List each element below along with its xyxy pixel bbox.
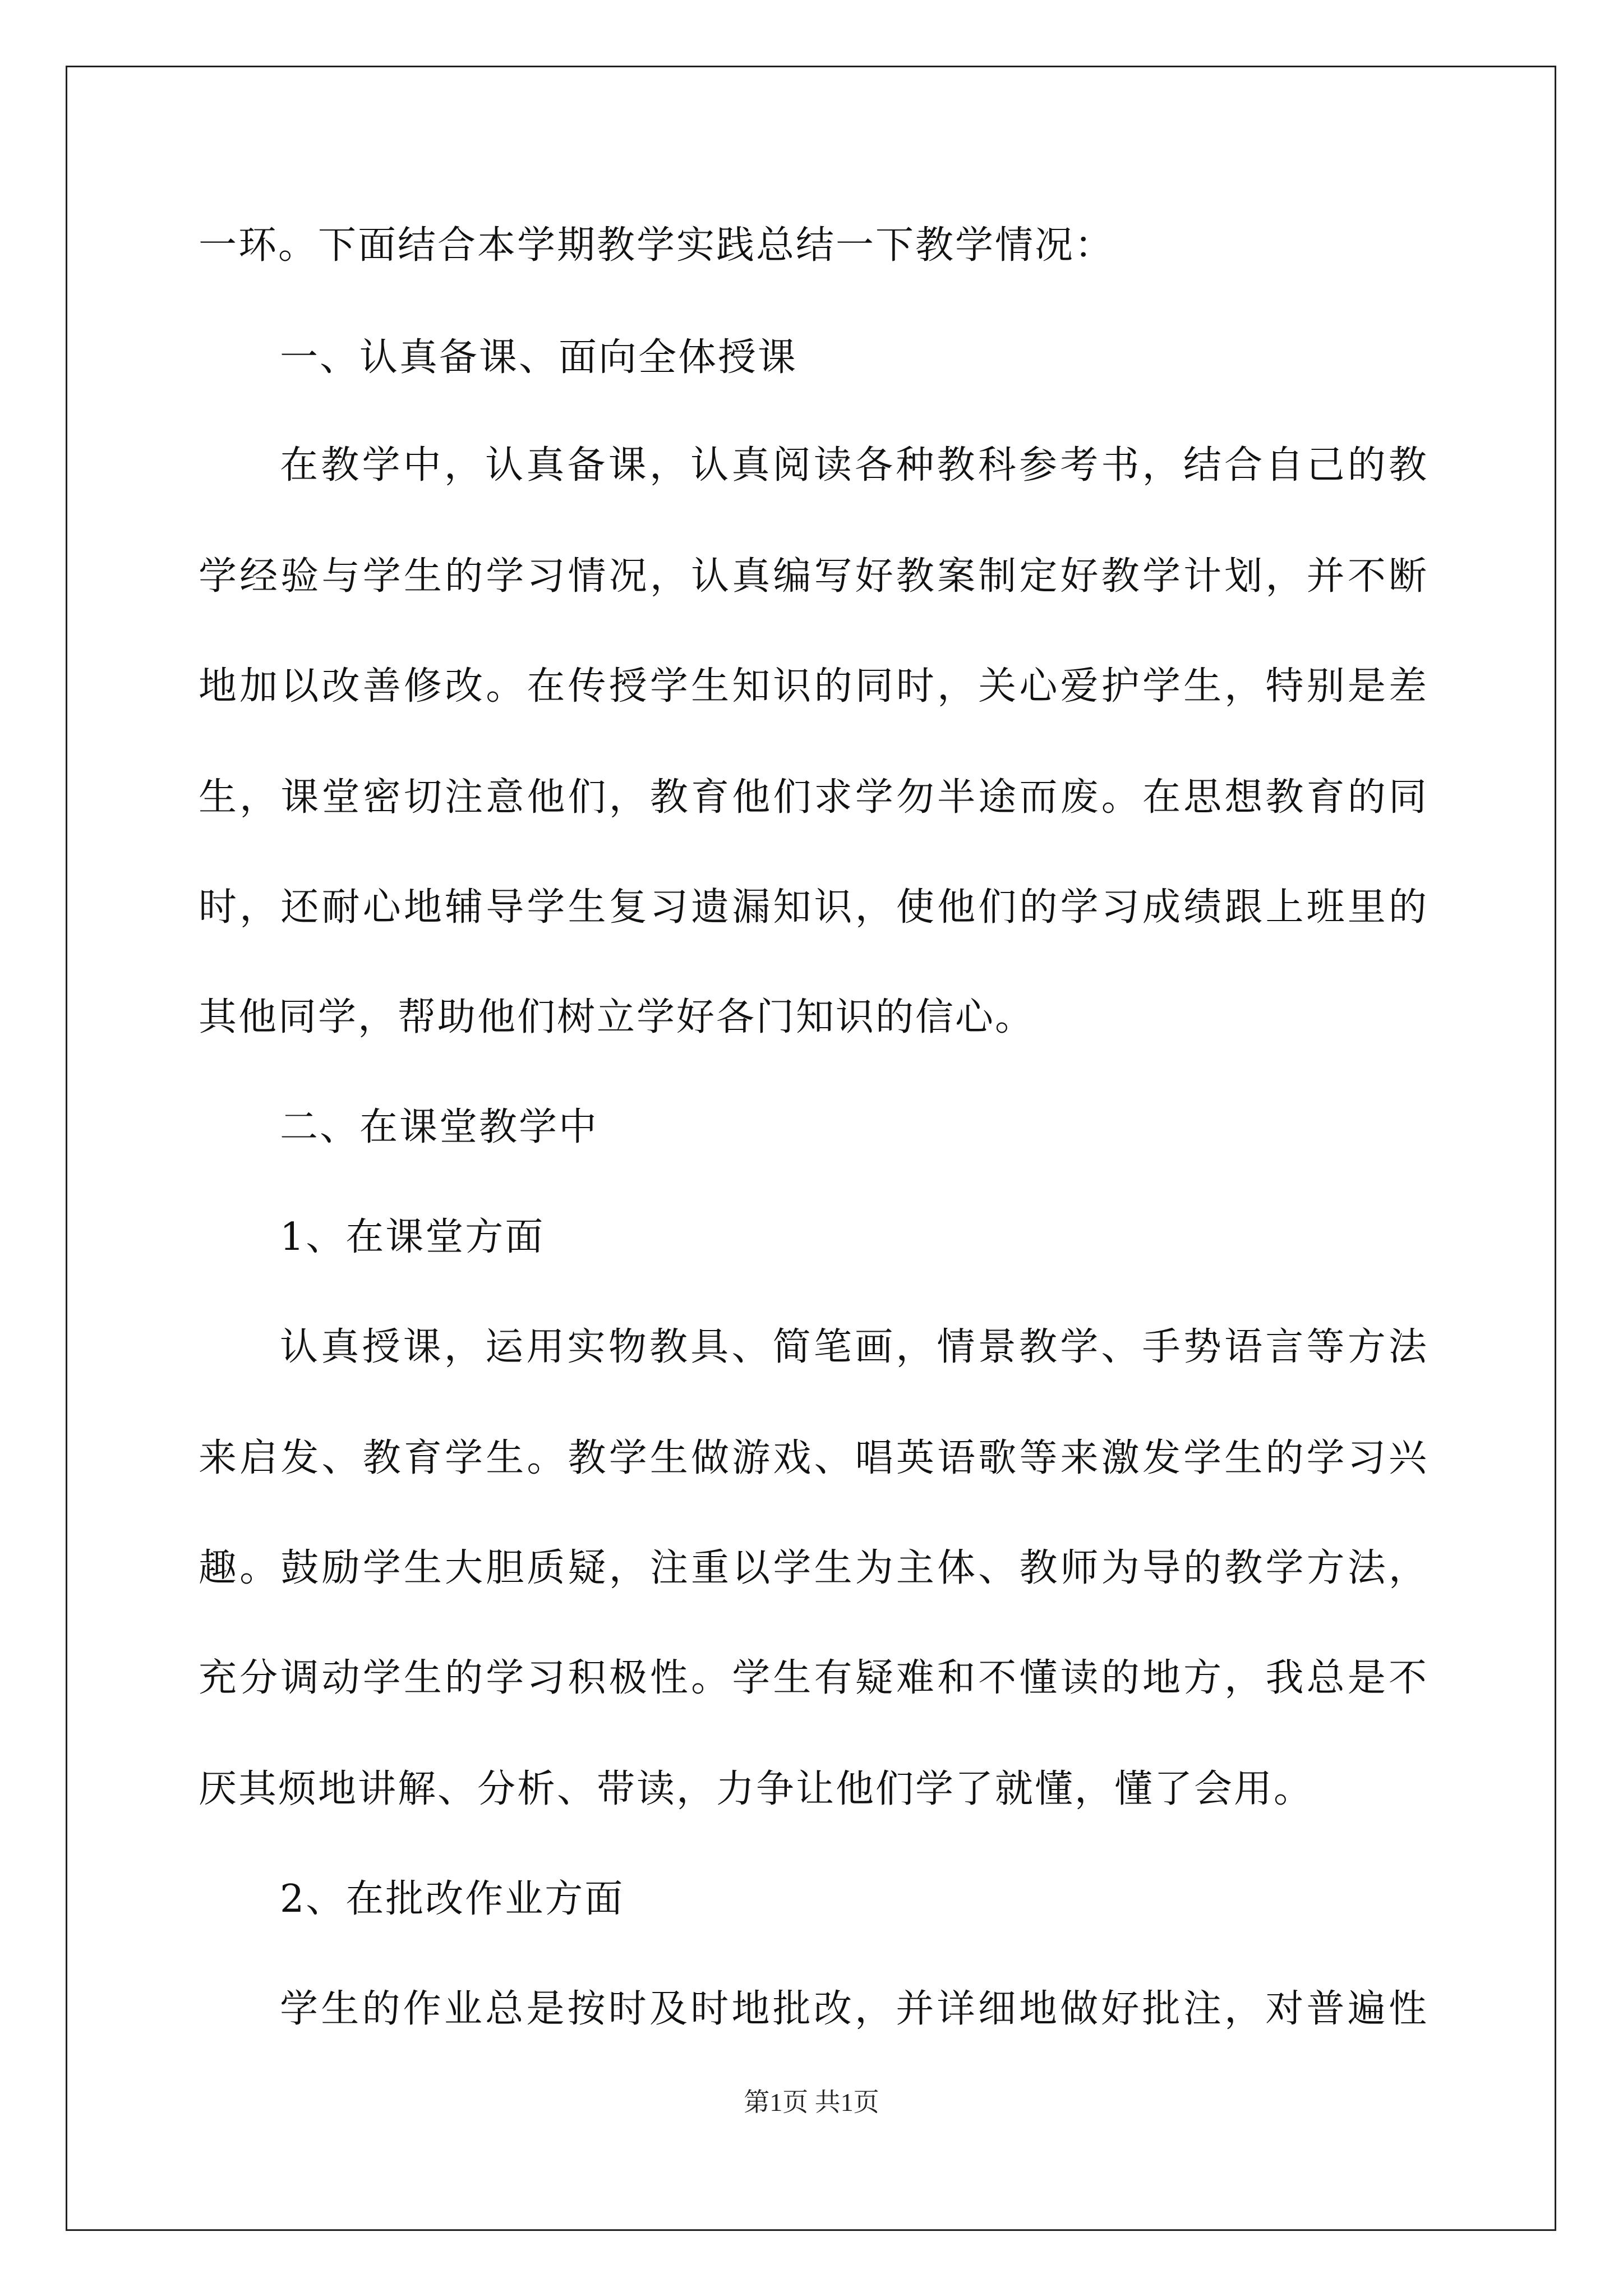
subsection-heading: 2、在批改作业方面 — [280, 1877, 625, 1921]
paragraph-line: 学经验与学生的学习情况，认真编写好教案制定好教学计划，并不断 — [199, 554, 1427, 599]
page-footer: 第1页 共1页 — [744, 2088, 879, 2116]
paragraph-line: 其他同学，帮助他们树立学好各门知识的信心。 — [199, 995, 1035, 1039]
section-heading: 二、在课堂教学中 — [280, 1105, 599, 1149]
paragraph-line: 生，课堂密切注意他们，教育他们求学勿半途而废。在思想教育的同 — [199, 775, 1427, 820]
section-heading: 一、认真备课、面向全体授课 — [280, 335, 798, 380]
paragraph-line: 时，还耐心地辅导学生复习遗漏知识，使他们的学习成绩跟上班里的 — [199, 885, 1427, 930]
paragraph-line: 充分调动学生的学习积极性。学生有疑难和不懂读的地方，我总是不 — [199, 1656, 1427, 1700]
paragraph-line: 学生的作业总是按时及时地批改，并详细地做好批注，对普遍性 — [280, 1987, 1427, 2031]
paragraph-line: 在教学中，认真备课，认真阅读各种教科参考书，结合自己的教 — [280, 443, 1427, 487]
paragraph-line: 一环。下面结合本学期教学实践总结一下教学情况： — [199, 223, 1115, 268]
subsection-heading: 1、在课堂方面 — [280, 1215, 545, 1259]
paragraph-line: 趣。鼓励学生大胆质疑，注重以学生为主体、教师为导的教学方法， — [199, 1546, 1427, 1590]
paragraph-line: 地加以改善修改。在传授学生知识的同时，关心爱护学生，特别是差 — [199, 664, 1427, 708]
paragraph-line: 认真授课，运用实物教具、简笔画，情景教学、手势语言等方法 — [280, 1325, 1427, 1369]
paragraph-line: 来启发、教育学生。教学生做游戏、唱英语歌等来激发学生的学习兴 — [199, 1436, 1427, 1480]
paragraph-line: 厌其烦地讲解、分析、带读，力争让他们学了就懂，懂了会用。 — [199, 1767, 1314, 1811]
